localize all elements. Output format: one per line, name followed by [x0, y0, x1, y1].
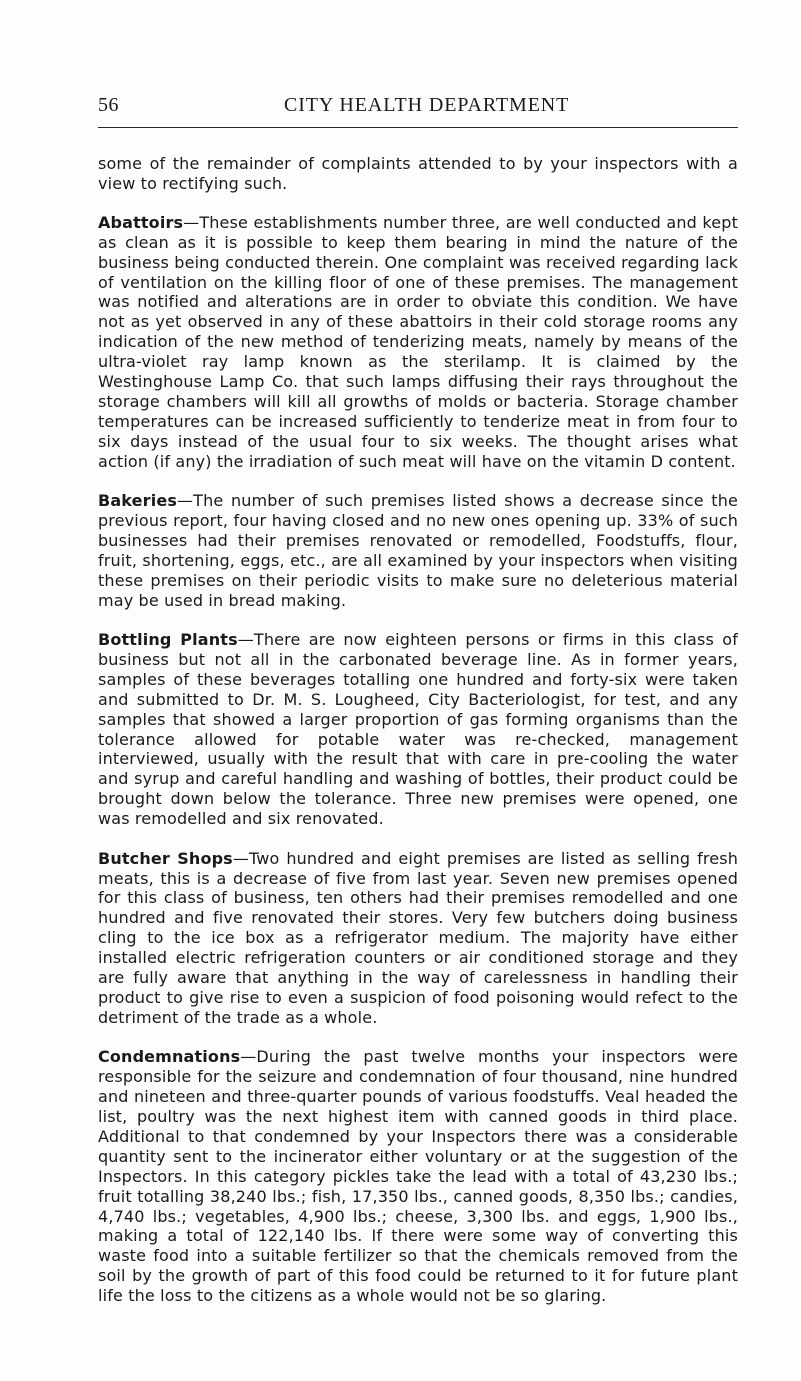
- running-title: CITY HEALTH DEPARTMENT: [284, 94, 570, 116]
- section-heading-condemnations: Condemnations: [98, 1047, 241, 1067]
- section-heading-bottling-plants: Bottling Plants: [98, 630, 238, 650]
- paragraph-text: —Two hundred and eight premises are listed as selling fresh meats, this is a decrease of five from last year. Seven new premises opened for this class of business, ten others had their premises remodelled and one hundred and five renovated their stores. Very few butchers doing business cling to the ice box as a refrigerator medium. The majority have either installed electric refrigeration counters or air conditioned storage and they are fully aware that anything in the way of carelessness in handling their product to give rise to even a suspicion of food poisoning would refect to the detriment of the trade as a whole.: [98, 848, 739, 1027]
- page-header: [98, 94, 738, 134]
- paragraph-text: —The number of such premises listed shows a decrease since the previous report, four having closed and no new ones opening up. 33% of such businesses had their premises renovated or remodelled, Foodstuffs, flour, fruit, shortening, eggs, etc., are all examined by your inspectors when visiting these premises on their periodic visits to make sure no deleterious material may be used in bread making.: [98, 491, 738, 610]
- paragraph-text: —During the past twelve months your inspectors were responsible for the seizure and condemnation of four thousand, nine hundred and nineteen and three-quarter pounds of various foodstuffs. Veal headed the list, poultry was the next highest item with canned goods in third place. Additional to that condemned by your Inspectors there was a considerable quantity sent to the incinerator either voluntary or at the suggestion of the Inspectors. In this category pickles take the lead with a total of 43,230 lbs.; fruit totalling 38,240 lbs.; fish, 17,350 lbs., canned goods, 8,350 lbs.; candies, 4,740 lbs.; vegetables, 4,900 lbs.; cheese, 3,300 lbs. and eggs, 1,900 lbs., making a total of 122,140 lbs. If there were some way of converting this waste food into a suitable fertilizer so that the chemicals removed from the soil by the growth of part of this food could be returned to it for future plant life the loss to the citizens as a whole would not be so glaring.: [98, 1047, 738, 1306]
- paragraph-text: —There are now eighteen persons or firms in this class of business but not all in the carbonated beverage line. As in former years, samples of these beverages totalling one hundred and forty-six were taken and submitted to Dr. M. S. Lougheed, City Bacteriologist, for test, and any samples that showed a larger proportion of gas forming organisms than the tolerance allowed for potable water was re-checked, management interviewed, usually with the result that with care in pre-cooling the water and syrup and careful handling and washing of bottles, their product could be brought down below the tolerance. Three new premises were opened, one was remodelled and six renovated.: [98, 630, 738, 829]
- paragraph-text: —These establishments number three, are well conducted and kept as clean as it is possible to keep them bearing in mind the nature of the business being conducted therein. One complaint was received regarding lack of ventilation on the killing floor of one of these premises. The management was notified and alterations are in order to obviate this condition. We have not as yet observed in any of these abattoirs in their cold storage rooms any indication of the new method of tenderizing meats, namely by means of the ultra-violet ray lamp known as the sterilamp. It is claimed by the Westinghouse Lamp Co. that such lamps diffusing their rays throughout the storage chambers will kill all growths of molds or bacteria. Storage chamber temperatures can be increased sufficiently to tenderize meat in from four to six days instead of the usual four to six weeks. The thought arises what action (if any) the irradiation of such meat will have on the vitamin D content.: [98, 212, 738, 471]
- paragraph-butcher-shops: [98, 849, 738, 1028]
- paragraph-condemnations: [98, 1047, 738, 1306]
- paragraph-text: some of the remainder of complaints attended to by your inspectors with a view to rectifying such.: [98, 154, 738, 193]
- section-heading-butcher-shops: Butcher Shops: [98, 848, 233, 868]
- paragraph-bakeries: [98, 491, 738, 610]
- section-heading-abattoirs: Abattoirs: [98, 212, 184, 232]
- section-heading-bakeries: Bakeries: [98, 491, 178, 511]
- page-number: 56: [98, 94, 119, 116]
- paragraph-abattoirs: [98, 213, 738, 472]
- body-text: [98, 154, 738, 1326]
- header-rule: [98, 127, 738, 128]
- paragraph-continuation: [98, 154, 738, 194]
- paragraph-bottling-plants: [98, 630, 738, 829]
